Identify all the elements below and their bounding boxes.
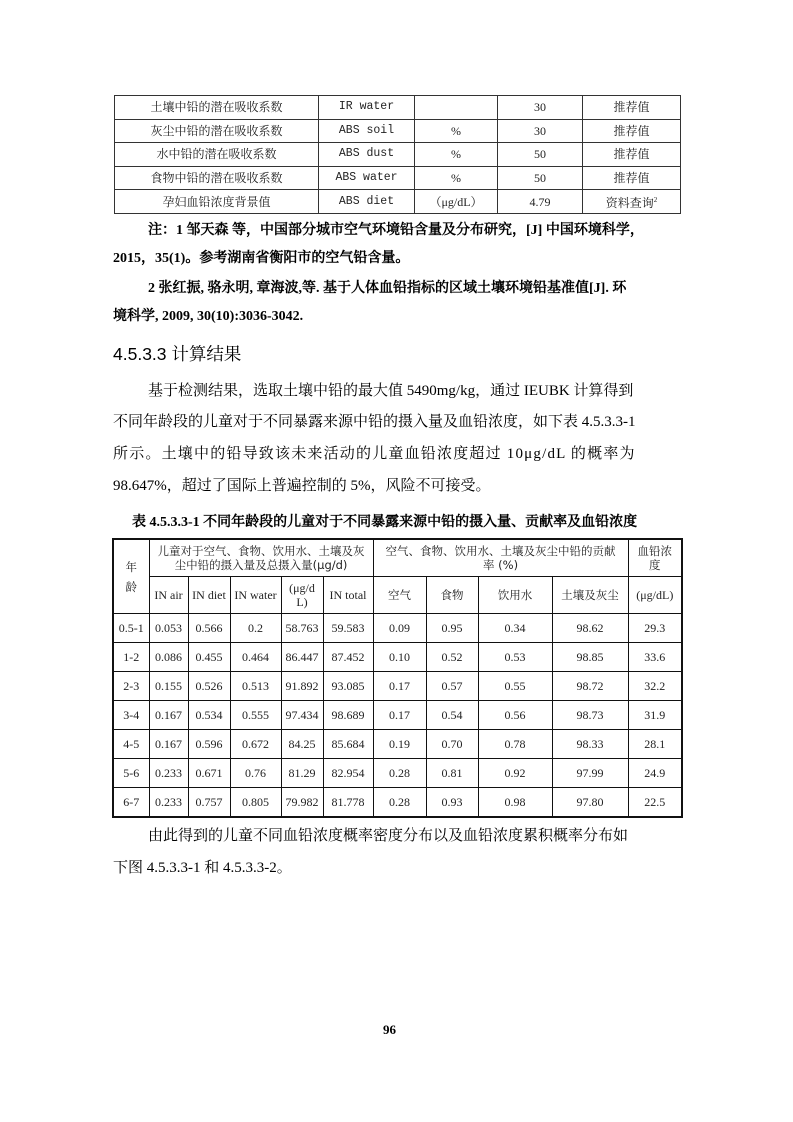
air-pct-cell: 0.17 <box>373 672 426 701</box>
footnote-marker: 2 <box>653 196 658 205</box>
in-diet-cell: 0.566 <box>188 614 230 643</box>
header-intake-group: 儿童对于空气、食物、饮用水、土壤及灰尘中铅的摄入量及总摄入量(μg/d) <box>149 539 373 577</box>
age-cell: 3-4 <box>113 701 149 730</box>
age-cell: 5-6 <box>113 759 149 788</box>
in-soil-dust-cell: 97.434 <box>281 701 323 730</box>
param-value <box>498 166 583 190</box>
param-name-text: 水中铅的潜在吸收系数 <box>156 147 277 162</box>
paragraph-1-line-3: 所示。土壤中的铅导致该未来活动的儿童血铅浓度超过 10μg/dL 的概率为 <box>113 446 636 462</box>
param-unit-text: （μg/dL） <box>429 194 483 209</box>
in-air-cell: 0.167 <box>149 730 188 759</box>
water-pct-cell: 0.78 <box>478 730 552 759</box>
air-pct-cell: 0.10 <box>373 643 426 672</box>
table-row <box>113 614 682 643</box>
in-air-cell: 0.086 <box>149 643 188 672</box>
water-pct-cell: 0.55 <box>478 672 552 701</box>
sub-header-cell: IN air <box>149 577 188 614</box>
param-value <box>498 143 583 167</box>
param-name <box>115 119 319 143</box>
sub-header-cell: (μg/dL) <box>281 577 323 614</box>
parameter-table <box>114 95 681 214</box>
in-soil-dust-cell: 84.25 <box>281 730 323 759</box>
param-value-text: 4.79 <box>529 194 551 209</box>
sub-header-cell: (μg/dL) <box>628 577 682 614</box>
param-symbol <box>319 190 415 214</box>
paragraph-1-line-1: 基于检测结果，选取土壤中铅的最大值 5490mg/kg，通过 IEUBK 计算得到 <box>148 383 634 399</box>
note-1-line-2: 2015，35(1)。参考湖南省衡阳市的空气铅含量。 <box>113 251 410 266</box>
age-cell: 0.5-1 <box>113 614 149 643</box>
parameter-row <box>115 119 681 143</box>
water-pct-cell: 0.92 <box>478 759 552 788</box>
in-soil-dust-cell: 58.763 <box>281 614 323 643</box>
in-diet-cell: 0.671 <box>188 759 230 788</box>
soil-dust-pct-cell: 98.33 <box>552 730 628 759</box>
in-diet-cell: 0.757 <box>188 788 230 818</box>
in-diet-cell: 0.526 <box>188 672 230 701</box>
sub-header-cell: 饮用水 <box>478 577 552 614</box>
in-total-cell: 87.452 <box>323 643 373 672</box>
in-total-cell: 59.583 <box>323 614 373 643</box>
note-2-line-1: 2 张红振, 骆永明, 章海波,等. 基于人体血铅指标的区域土壤环境铅基准值[J]. 环 <box>148 281 627 296</box>
note-2-line-2: 境科学, 2009, 30(10):3036-3042. <box>113 309 304 324</box>
param-unit-text: % <box>451 147 461 162</box>
paragraph-1-line-4: 98.647%，超过了国际上普遍控制的 5%，风险不可接受。 <box>113 478 491 494</box>
diet-pct-cell: 0.70 <box>426 730 478 759</box>
parameter-row <box>115 96 681 120</box>
age-cell: 2-3 <box>113 672 149 701</box>
header-blood-lead: 血铅浓度 <box>628 539 682 577</box>
in-total-cell: 82.954 <box>323 759 373 788</box>
age-cell: 4-5 <box>113 730 149 759</box>
soil-dust-pct-cell: 97.80 <box>552 788 628 818</box>
param-source-text: 推荐值 <box>613 171 650 186</box>
page-number: 96 <box>383 1022 396 1037</box>
in-diet-cell: 0.534 <box>188 701 230 730</box>
table-row <box>113 672 682 701</box>
water-pct-cell: 0.53 <box>478 643 552 672</box>
param-name-text: 灰尘中铅的潜在吸收系数 <box>150 123 283 138</box>
water-pct-cell: 0.56 <box>478 701 552 730</box>
in-air-cell: 0.155 <box>149 672 188 701</box>
table-row <box>113 643 682 672</box>
param-unit <box>415 166 498 190</box>
in-total-cell: 81.778 <box>323 788 373 818</box>
param-name-text: 土壤中铅的潜在吸收系数 <box>150 100 283 115</box>
sub-header-cell: IN total <box>323 577 373 614</box>
param-symbol-text: ABS soil <box>338 123 395 137</box>
air-pct-cell: 0.17 <box>373 701 426 730</box>
param-unit <box>415 119 498 143</box>
table-row <box>113 759 682 788</box>
param-source-text: 推荐值 <box>613 100 650 115</box>
table-row <box>113 788 682 818</box>
param-value-text: 50 <box>534 171 546 186</box>
in-water-cell: 0.672 <box>230 730 281 759</box>
diet-pct-cell: 0.57 <box>426 672 478 701</box>
blood-lead-cell: 32.2 <box>628 672 682 701</box>
in-air-cell: 0.233 <box>149 759 188 788</box>
blood-lead-cell: 28.1 <box>628 730 682 759</box>
in-air-cell: 0.233 <box>149 788 188 818</box>
soil-dust-pct-cell: 98.72 <box>552 672 628 701</box>
age-cell: 1-2 <box>113 643 149 672</box>
param-symbol <box>319 96 415 120</box>
param-value-text: 30 <box>534 100 546 115</box>
water-pct-cell: 0.98 <box>478 788 552 818</box>
param-symbol-text: ABS water <box>335 171 398 185</box>
soil-dust-pct-cell: 97.99 <box>552 759 628 788</box>
param-symbol <box>319 119 415 143</box>
blood-lead-cell: 24.9 <box>628 759 682 788</box>
sub-header-cell: IN water <box>230 577 281 614</box>
blood-lead-cell: 29.3 <box>628 614 682 643</box>
param-symbol-text: ABS dust <box>338 147 395 161</box>
table-row <box>113 730 682 759</box>
air-pct-cell: 0.09 <box>373 614 426 643</box>
param-name <box>115 166 319 190</box>
table-row <box>113 701 682 730</box>
param-value <box>498 119 583 143</box>
param-unit <box>415 190 498 214</box>
age-cell: 6-7 <box>113 788 149 818</box>
parameter-row <box>115 143 681 167</box>
soil-dust-pct-cell: 98.73 <box>552 701 628 730</box>
table-caption: 表 4.5.3.3-1 不同年龄段的儿童对于不同暴露来源中铅的摄入量、贡献率及血铅浓度 <box>132 515 638 530</box>
soil-dust-pct-cell: 98.62 <box>552 614 628 643</box>
sub-header-cell: 空气 <box>373 577 426 614</box>
param-symbol-text: ABS diet <box>338 194 395 208</box>
param-source <box>583 119 681 143</box>
blood-lead-cell: 22.5 <box>628 788 682 818</box>
in-soil-dust-cell: 81.29 <box>281 759 323 788</box>
in-water-cell: 0.513 <box>230 672 281 701</box>
param-unit-text: % <box>451 171 461 186</box>
param-name <box>115 96 319 120</box>
parameter-row <box>115 190 681 214</box>
note-1-line-1: 注：1 邹天森 等，中国部分城市空气环境铅含量及分布研究，[J] 中国环境科学， <box>148 223 644 238</box>
param-source <box>583 96 681 120</box>
sub-header-cell: 食物 <box>426 577 478 614</box>
in-soil-dust-cell: 86.447 <box>281 643 323 672</box>
air-pct-cell: 0.19 <box>373 730 426 759</box>
diet-pct-cell: 0.95 <box>426 614 478 643</box>
air-pct-cell: 0.28 <box>373 759 426 788</box>
blood-lead-cell: 31.9 <box>628 701 682 730</box>
paragraph-1-line-2: 不同年龄段的儿童对于不同暴露来源中铅的摄入量及血铅浓度，如下表 4.5.3.3-1 <box>113 414 636 430</box>
param-name <box>115 143 319 167</box>
param-unit <box>415 143 498 167</box>
param-source-text: 资料查询 <box>605 196 654 211</box>
paragraph-2-line-2: 下图 4.5.3.3-1 和 4.5.3.3-2。 <box>113 860 292 876</box>
sub-header-cell: 土壤及灰尘 <box>552 577 628 614</box>
param-name-text: 食物中铅的潜在吸收系数 <box>150 171 283 186</box>
water-pct-cell: 0.34 <box>478 614 552 643</box>
parameter-row <box>115 166 681 190</box>
intake-results-table <box>112 538 683 818</box>
param-name-text: 孕妇血铅浓度背景值 <box>162 194 271 209</box>
in-water-cell: 0.76 <box>230 759 281 788</box>
param-name <box>115 190 319 214</box>
in-total-cell: 93.085 <box>323 672 373 701</box>
param-unit-text: % <box>451 123 461 138</box>
in-soil-dust-cell: 91.892 <box>281 672 323 701</box>
in-air-cell: 0.053 <box>149 614 188 643</box>
in-water-cell: 0.555 <box>230 701 281 730</box>
diet-pct-cell: 0.52 <box>426 643 478 672</box>
in-water-cell: 0.805 <box>230 788 281 818</box>
soil-dust-pct-cell: 98.85 <box>552 643 628 672</box>
in-water-cell: 0.2 <box>230 614 281 643</box>
param-source-text: 推荐值 <box>613 123 650 138</box>
param-symbol <box>319 143 415 167</box>
header-age: 年龄 <box>113 539 149 614</box>
param-value <box>498 96 583 120</box>
blood-lead-cell: 33.6 <box>628 643 682 672</box>
param-symbol <box>319 166 415 190</box>
in-diet-cell: 0.455 <box>188 643 230 672</box>
in-soil-dust-cell: 79.982 <box>281 788 323 818</box>
section-heading: 4.5.3.3 计算结果 <box>113 344 242 364</box>
param-source <box>583 143 681 167</box>
header-contribution-group: 空气、食物、饮用水、土壤及灰尘中铅的贡献率 (%) <box>373 539 628 577</box>
in-air-cell: 0.167 <box>149 701 188 730</box>
in-diet-cell: 0.596 <box>188 730 230 759</box>
sub-header-cell: IN diet <box>188 577 230 614</box>
air-pct-cell: 0.28 <box>373 788 426 818</box>
param-value <box>498 190 583 214</box>
param-unit <box>415 96 498 120</box>
param-value-text: 30 <box>534 123 546 138</box>
in-total-cell: 98.689 <box>323 701 373 730</box>
in-water-cell: 0.464 <box>230 643 281 672</box>
param-value-text: 50 <box>534 147 546 162</box>
paragraph-2-line-1: 由此得到的儿童不同血铅浓度概率密度分布以及血铅浓度累积概率分布如 <box>148 828 629 844</box>
param-source <box>583 166 681 190</box>
param-source-text: 推荐值 <box>613 147 650 162</box>
diet-pct-cell: 0.81 <box>426 759 478 788</box>
diet-pct-cell: 0.93 <box>426 788 478 818</box>
param-source <box>583 190 681 214</box>
in-total-cell: 85.684 <box>323 730 373 759</box>
param-symbol-text: IR water <box>338 100 395 114</box>
diet-pct-cell: 0.54 <box>426 701 478 730</box>
